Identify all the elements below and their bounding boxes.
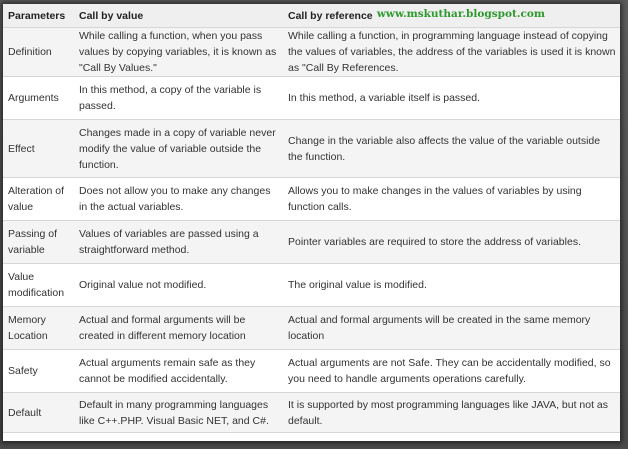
parameter-cell: Definition — [3, 28, 74, 77]
parameter-cell: Alteration of value — [3, 178, 74, 221]
call-by-reference-cell: Actual and formal arguments will be created in the same memory location — [283, 307, 620, 350]
watermark-text: www.mskuthar.blogspot.com — [376, 8, 545, 20]
call-by-value-cell: Changes made in a copy of variable never modify the value of variable outside the function. — [74, 120, 283, 178]
parameter-cell: Memory Location — [3, 307, 74, 350]
parameter-cell: Arguments — [3, 77, 74, 120]
call-by-reference-cell: Actual arguments are not Safe. They can be accidentally modified, so you need to handle arguments operations carefully. — [283, 350, 620, 393]
parameter-cell: Passing of variable — [3, 221, 74, 264]
call-by-reference-cell: Allows you to make changes in the values of variables by using function calls. — [283, 178, 620, 221]
call-by-value-cell: In this method, a copy of the variable is passed. — [74, 77, 283, 120]
comparison-table — [3, 4, 620, 433]
table-row — [3, 307, 620, 350]
call-by-value-cell: While calling a function, when you pass values by copying variables, it is known as "Call By Values." — [74, 28, 283, 77]
call-by-value-cell: Actual arguments remain safe as they cannot be modified accidentally. — [74, 350, 283, 393]
table-row — [3, 28, 620, 77]
call-by-reference-cell: The original value is modified. — [283, 264, 620, 307]
table-row — [3, 264, 620, 307]
call-by-reference-cell: It is supported by most programming languages like JAVA, but not as default. — [283, 393, 620, 433]
table-row — [3, 120, 620, 178]
table-row — [3, 221, 620, 264]
call-by-value-cell: Default in many programming languages like C++.PHP. Visual Basic NET, and C#. — [74, 393, 283, 433]
call-by-value-cell: Actual and formal arguments will be created in different memory location — [74, 307, 283, 350]
header-parameters: Parameters — [3, 4, 74, 28]
comparison-sheet — [3, 4, 620, 441]
call-by-value-cell: Values of variables are passed using a straightforward method. — [74, 221, 283, 264]
table-row — [3, 178, 620, 221]
header-call-by-reference: Call by reference — [283, 4, 620, 28]
parameter-cell: Safety — [3, 350, 74, 393]
parameter-cell: Value modification — [3, 264, 74, 307]
table-row — [3, 393, 620, 433]
parameter-cell: Default — [3, 393, 74, 433]
call-by-reference-cell: While calling a function, in programming language instead of copying the values of variables, the address of the variables is used it is known as "Call By References. — [283, 28, 620, 77]
call-by-value-cell: Does not allow you to make any changes in the actual variables. — [74, 178, 283, 221]
parameter-cell: Effect — [3, 120, 74, 178]
call-by-reference-cell: In this method, a variable itself is passed. — [283, 77, 620, 120]
table-row — [3, 77, 620, 120]
call-by-value-cell: Original value not modified. — [74, 264, 283, 307]
table-row — [3, 350, 620, 393]
call-by-reference-cell: Change in the variable also affects the value of the variable outside the function. — [283, 120, 620, 178]
call-by-reference-cell: Pointer variables are required to store the address of variables. — [283, 221, 620, 264]
header-call-by-value: Call by value — [74, 4, 283, 28]
